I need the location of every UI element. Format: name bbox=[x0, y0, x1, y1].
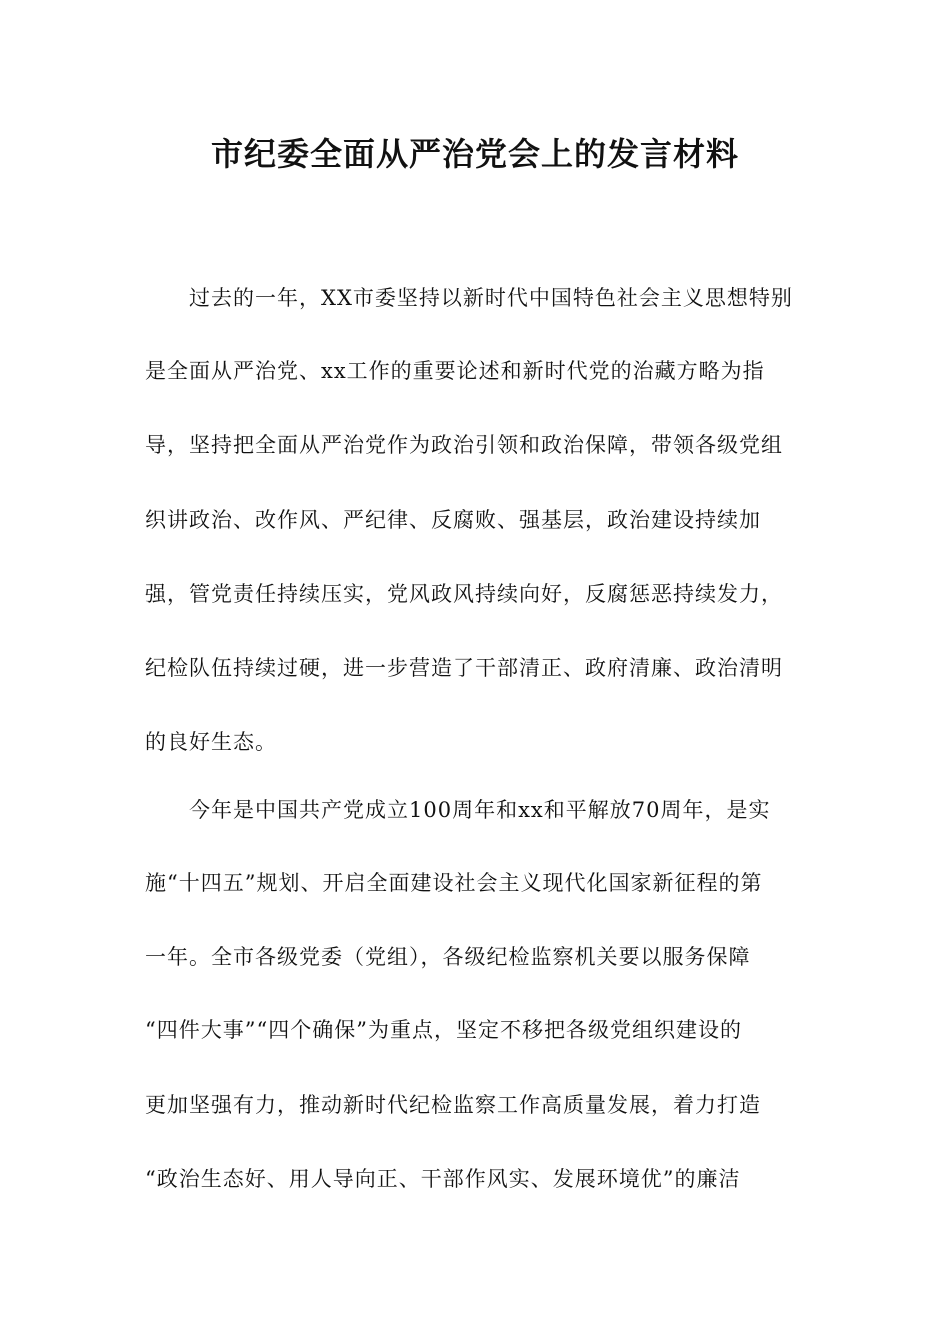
paragraph-1-line-2: 是全面从严治党、xx工作的重要论述和新时代党的治藏方略为指 bbox=[145, 359, 765, 383]
paragraph-2-line-1: 今年是中国共产党成立100周年和xx和平解放70周年，是实 bbox=[189, 798, 771, 822]
paragraph-1-line-1: 过去的一年，XX市委坚持以新时代中国特色社会主义思想特别 bbox=[189, 286, 793, 310]
paragraph-1-line-4: 织讲政治、改作风、严纪律、反腐败、强基层，政治建设持续加 bbox=[145, 508, 761, 532]
paragraph-2-line-4: “四件大事”“四个确保”为重点，坚定不移把各级党组织建设的 bbox=[145, 1018, 742, 1042]
document-title: 市纪委全面从严治党会上的发言材料 bbox=[210, 135, 739, 173]
paragraph-2-line-3: 一年。全市各级党委（党组），各级纪检监察机关要以服务保障 bbox=[145, 945, 751, 969]
paragraph-1-line-5: 强，管党责任持续压实，党风政风持续向好，反腐惩恶持续发力， bbox=[145, 582, 783, 606]
paragraph-2-line-6: “政治生态好、用人导向正、干部作风实、发展环境优”的廉洁 bbox=[145, 1167, 741, 1191]
paragraph-1-line-7: 的良好生态。 bbox=[145, 730, 277, 754]
paragraph-2-line-5: 更加坚强有力，推动新时代纪检监察工作高质量发展，着力打造 bbox=[145, 1093, 761, 1117]
paragraph-1-line-6: 纪检队伍持续过硬，进一步营造了干部清正、政府清廉、政治清明 bbox=[145, 656, 783, 680]
paragraph-2-line-2: 施“十四五”规划、开启全面建设社会主义现代化国家新征程的第 bbox=[145, 871, 763, 895]
paragraph-1-line-3: 导，坚持把全面从严治党作为政治引领和政治保障，带领各级党组 bbox=[145, 433, 783, 457]
